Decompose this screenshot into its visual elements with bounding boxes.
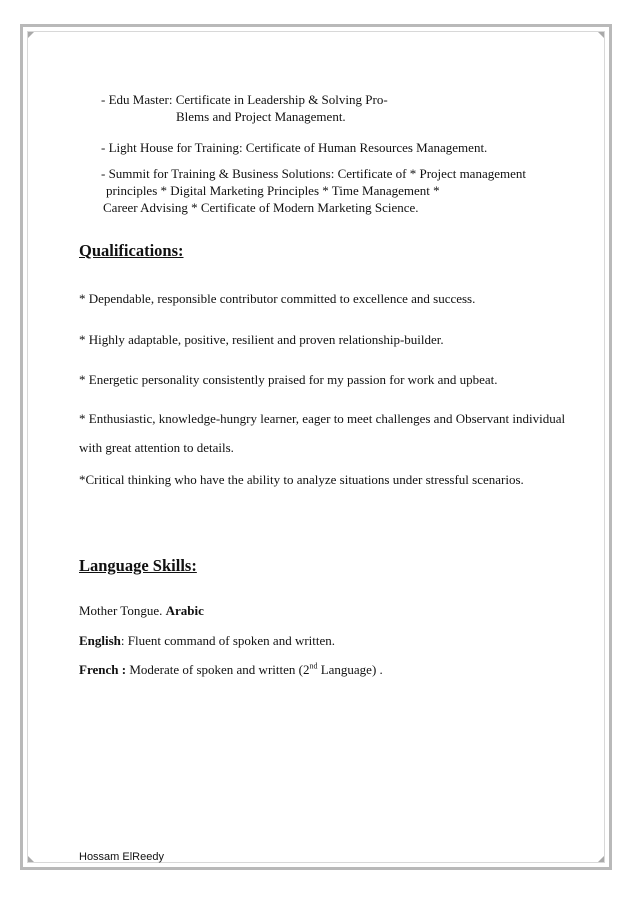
certificate-summit-line1: - Summit for Training & Business Solutions: Certificate of * Project management [101, 166, 526, 181]
certificate-edu-master-line1: - Edu Master: Certificate in Leadership & Solving Pro- [101, 92, 388, 107]
certificate-summit-line2: principles * Digital Marketing Principles * Time Management * [106, 183, 440, 198]
qualification-item: * Dependable, responsible contributor committed to excellence and success. [79, 291, 476, 306]
corner-ornament-top-right [598, 32, 604, 38]
french-ordinal-suffix: nd [309, 661, 318, 671]
language-skills-heading: Language Skills: [79, 556, 197, 575]
qualification-item: *Critical thinking who have the ability to analyze situations under stressful scenarios. [79, 472, 524, 487]
certificate-light-house: - Light House for Training: Certificate of Human Resources Management. [101, 140, 488, 155]
french-value-pre: Moderate of spoken and written (2 [126, 662, 310, 677]
french-label: French : [79, 662, 127, 677]
english-label: English [79, 633, 121, 648]
qualification-item: with great attention to details. [79, 440, 234, 455]
qualification-item: * Enthusiastic, knowledge-hungry learner, eager to meet challenges and Observant individual [79, 411, 566, 426]
qualification-item: * Highly adaptable, positive, resilient and proven relationship-builder. [79, 332, 444, 347]
mother-tongue-label: Mother Tongue. [79, 603, 163, 618]
certificate-edu-master-line2: Blems and Project Management. [176, 109, 346, 124]
corner-ornament-bottom-left [28, 856, 34, 862]
corner-ornament-top-left [28, 32, 34, 38]
language-mother-tongue [79, 603, 204, 619]
language-english [79, 633, 335, 649]
language-french [79, 662, 383, 678]
english-value: : Fluent command of spoken and written. [120, 633, 336, 648]
french-value-post: Language) . [317, 662, 383, 677]
qualification-item: * Energetic personality consistently praised for my passion for work and upbeat. [79, 372, 498, 387]
certificate-summit-line3: Career Advising * Certificate of Modern Marketing Science. [103, 200, 419, 215]
qualifications-heading: Qualifications: [79, 241, 184, 260]
footer-author-name: Hossam ElReedy [79, 851, 164, 863]
mother-tongue-value: Arabic [165, 603, 204, 618]
corner-ornament-bottom-right [598, 856, 604, 862]
